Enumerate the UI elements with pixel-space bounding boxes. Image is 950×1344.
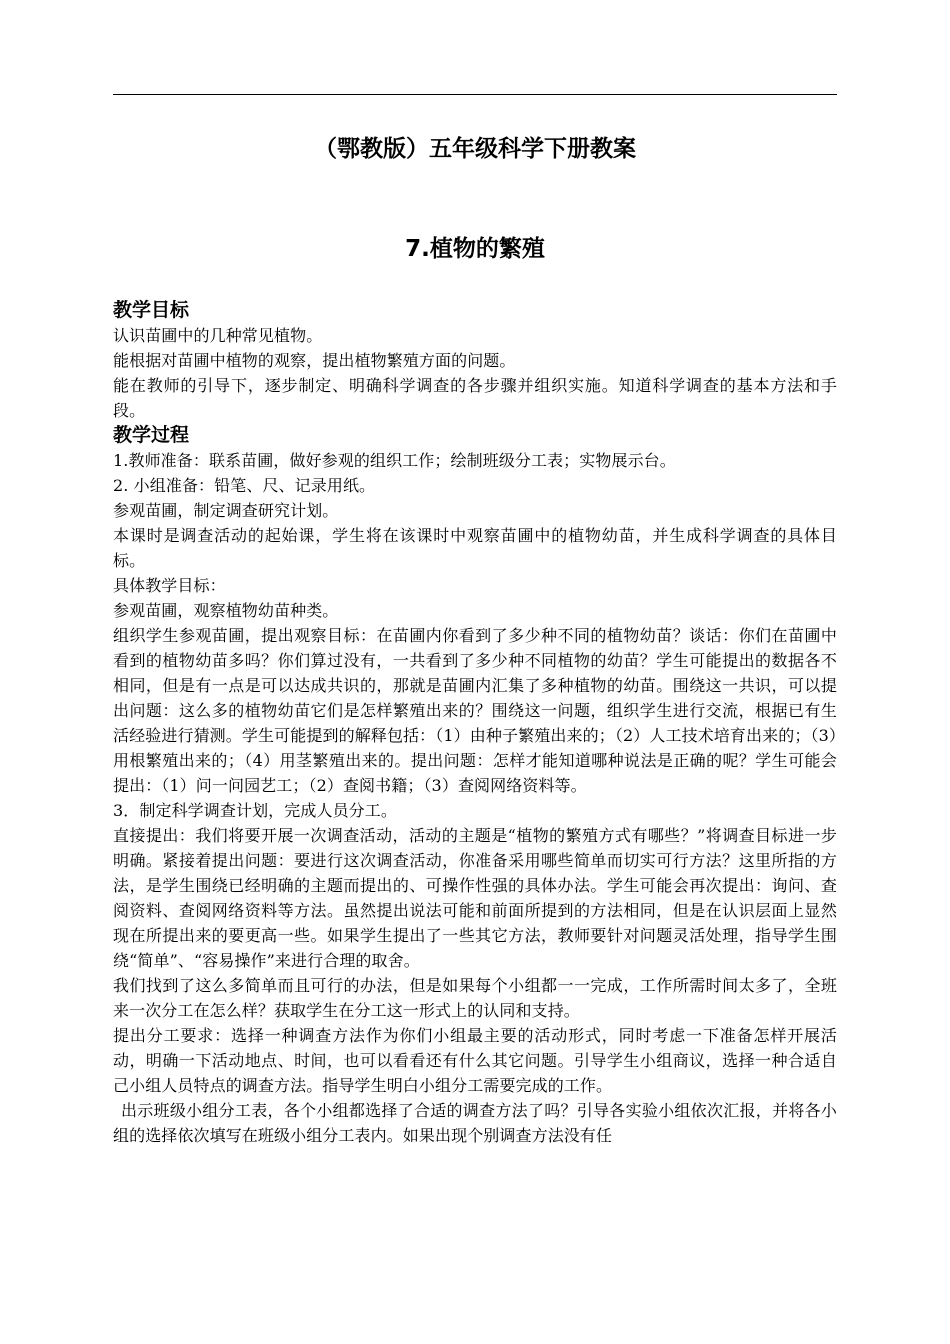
lesson-title: 7.植物的繁殖: [405, 236, 545, 262]
section-heading-goals: 教学目标: [113, 299, 190, 321]
process-paragraph: 2. 小组准备：铅笔、尺、记录用纸。: [113, 476, 376, 495]
document-body: [113, 298, 837, 1148]
document-title: （鄂教版）五年级科学下册教案: [314, 136, 636, 162]
goal-paragraph: 认识苗圃中的几种常见植物。: [113, 326, 323, 345]
process-paragraph: 直接提出：我们将要开展一次调查活动，活动的主题是“植物的繁殖方式有哪些？”将调查目标进一步明确。紧接着提出问题：要进行这次调查活动，你准备采用哪些简单而切实可行方法？这里所指的方法，是学生围绕已经明确的主题而提出的、可操作性强的具体办法。学生可能会再次提出：询问、查阅资料、查阅网络资料等方法。虽然提出说法可能和前面所提到的方法相同，但是在认识层面上显然现在所提出来的要更高一些。如果学生提出了一些其它方法，教师要针对问题灵活处理，指导学生围绕“简单”、“容易操作”来进行合理的取舍。: [113, 826, 837, 970]
process-paragraph: 1.教师准备：联系苗圃，做好参观的组织工作；绘制班级分工表；实物展示台。: [113, 451, 676, 470]
process-paragraph: 组织学生参观苗圃，提出观察目标：在苗圃内你看到了多少种不同的植物幼苗？谈话：你们在苗圃中看到的植物幼苗多吗？你们算过没有，一共看到了多少种不同植物的幼苗？学生可能提出的数据各不相同，但是有一点是可以达成共识的，那就是苗圃内汇集了多种植物的幼苗。围绕这一共识，可以提出问题：这么多的植物幼苗它们是怎样繁殖出来的？围绕这一问题，组织学生进行交流，根据已有生活经验进行猜测。学生可能提到的解释包括：（1）由种子繁殖出来的；（2）人工技术培育出来的；（3）用根繁殖出来的；（4）用茎繁殖出来的。提出问题：怎样才能知道哪种说法是正确的呢？学生可能会提出：（1）问一问园艺工；（2）查阅书籍；（3）查阅网络资料等。: [113, 626, 837, 795]
section-heading-process: 教学过程: [113, 424, 190, 446]
goal-paragraph: 能在教师的引导下，逐步制定、明确科学调查的各步骤并组织实施。知道科学调查的基本方法和手段。: [113, 376, 837, 420]
process-paragraph: 参观苗圃，观察植物幼苗种类。: [113, 601, 339, 620]
header-rule: [113, 94, 837, 95]
process-paragraph: 提出分工要求：选择一种调查方法作为你们小组最主要的活动形式，同时考虑一下准备怎样开展活动，明确一下活动地点、时间，也可以看看还有什么其它问题。引导学生小组商议，选择一种合适自己小组人员特点的调查方法。指导学生明白小组分工需要完成的工作。: [113, 1026, 837, 1095]
process-paragraph: 本课时是调查活动的起始课，学生将在该课时中观察苗圃中的植物幼苗，并生成科学调查的具体目标。: [113, 526, 837, 570]
goal-paragraph: 能根据对苗圃中植物的观察，提出植物繁殖方面的问题。: [113, 351, 516, 370]
process-paragraph: 参观苗圃，制定调查研究计划。: [113, 501, 339, 520]
process-paragraph: 具体教学目标：: [113, 576, 226, 595]
process-paragraph: 3．制定科学调查计划，完成人员分工。: [113, 801, 397, 820]
process-paragraph: 我们找到了这么多简单而且可行的办法，但是如果每个小组都一一完成，工作所需时间太多了，全班来一次分工在怎么样？获取学生在分工这一形式上的认同和支持。: [113, 976, 837, 1020]
process-paragraph: 出示班级小组分工表，各个小组都选择了合适的调查方法了吗？引导各实验小组依次汇报，并将各小组的选择依次填写在班级小组分工表内。如果出现个别调查方法没有任: [113, 1101, 837, 1145]
